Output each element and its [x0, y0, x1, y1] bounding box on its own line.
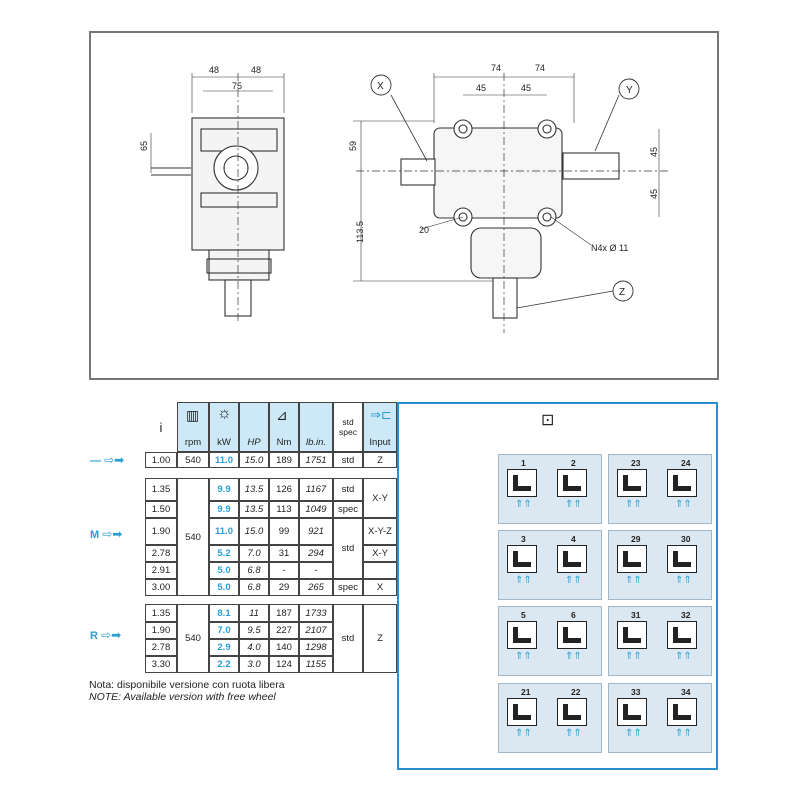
cell-std: spec: [333, 501, 363, 518]
gearbox-config-icon: [617, 621, 647, 649]
header-rpm: ▥ rpm: [177, 402, 209, 452]
shaft-arrow-icon: ⇑⇑: [515, 651, 532, 662]
shaft-arrow-icon: ⇑⇑: [515, 499, 532, 510]
cell-input-empty: [363, 562, 397, 579]
cell-nm: 99: [269, 518, 299, 545]
cell-kw: 2.9: [209, 639, 239, 656]
dim-74-left: 74: [491, 63, 502, 73]
cell-lbin: 265: [299, 579, 333, 596]
config-number: 3: [521, 534, 526, 544]
cell-i: 2.91: [145, 562, 177, 579]
dim-74-right: 74: [535, 63, 546, 73]
shaft-arrow-icon: ⇑⇑: [675, 575, 692, 586]
gearbox-config-icon: [507, 469, 537, 497]
shaft-arrow-icon: ⇑⇑: [565, 575, 582, 586]
technical-drawing: [91, 33, 717, 378]
cell-i: 3.00: [145, 579, 177, 596]
shaft-arrow-icon: ⇑⇑: [515, 575, 532, 586]
cell-lbin: 1049: [299, 501, 333, 518]
cell-i: 1.35: [145, 604, 177, 622]
gearbox-config-icon: [617, 469, 647, 497]
cell-rpm-merged: 540: [177, 478, 209, 596]
callout-x: X: [377, 81, 384, 92]
cell-std: std: [333, 478, 363, 501]
gearbox-config-icon: [667, 469, 697, 497]
shaft-arrow-icon: ⇑⇑: [625, 575, 642, 586]
group-dash-label: — ⇨➡: [90, 453, 125, 467]
cell-kw: 5.2: [209, 545, 239, 562]
cell-hp: 13.5: [239, 478, 269, 501]
gearbox-config-icon: [617, 545, 647, 573]
cell-kw: 5.0: [209, 579, 239, 596]
cell-std: spec: [333, 579, 363, 596]
gearbox-config-icon: [507, 698, 537, 726]
config-number: 32: [681, 610, 691, 620]
cell-nm: -: [269, 562, 299, 579]
cell-i: 3.30: [145, 656, 177, 673]
cell-i: 2.78: [145, 545, 177, 562]
torque-icon: ⊿: [276, 407, 288, 423]
shaft-arrow-icon: ⇑⇑: [625, 728, 642, 739]
config-number: 24: [681, 458, 691, 468]
cell-hp: 13.5: [239, 501, 269, 518]
gearbox-config-icon: [507, 621, 537, 649]
config-box: [498, 454, 602, 524]
cell-hp: 7.0: [239, 545, 269, 562]
group-m-label: M ⇨➡: [90, 527, 123, 541]
config-box: [608, 454, 712, 524]
dim-holes: N4x Ø 11: [591, 243, 629, 253]
config-box: [608, 530, 712, 600]
gearbox-config-icon: [557, 545, 587, 573]
config-box: [498, 606, 602, 676]
cell-lbin: 294: [299, 545, 333, 562]
note-english: NOTE: Available version with free wheel: [89, 691, 276, 703]
cell-rpm: 540: [177, 452, 209, 468]
note-italian: Nota: disponibile versione con ruota libera: [89, 679, 285, 691]
cell-hp: 15.0: [239, 518, 269, 545]
shaft-arrow-icon: ⇑⇑: [675, 728, 692, 739]
arrow-icon: ⇨➡: [104, 453, 125, 467]
shaft-arrow-icon: ⇑⇑: [565, 651, 582, 662]
header-input: ⇒⊏ Input: [363, 402, 397, 452]
cell-i: 1.35: [145, 478, 177, 501]
cell-hp: 6.8: [239, 579, 269, 596]
cell-i: 1.90: [145, 518, 177, 545]
cell-std-merged: std: [333, 518, 363, 579]
config-number: 23: [631, 458, 641, 468]
cell-input: X-Y: [363, 545, 397, 562]
dim-113-5: 113.5: [355, 221, 365, 243]
cell-hp: 11: [239, 604, 269, 622]
technical-drawing-frame: [89, 31, 719, 380]
dim-45-upper: 45: [649, 146, 659, 157]
dim-65: 65: [139, 140, 149, 151]
config-number: 6: [571, 610, 576, 620]
cell-nm: 187: [269, 604, 299, 622]
gearbox-config-icon: [507, 545, 537, 573]
config-number: 22: [571, 687, 581, 697]
dim-45-lower: 45: [649, 188, 659, 199]
cell-nm: 140: [269, 639, 299, 656]
cell-lbin: 1733: [299, 604, 333, 622]
cell-input: Z: [363, 452, 397, 468]
dim-45-left: 45: [476, 83, 487, 93]
cell-kw: 9.9: [209, 501, 239, 518]
cell-input: X-Y: [363, 478, 397, 518]
cell-rpm-merged: 540: [177, 604, 209, 673]
cell-lbin: 921: [299, 518, 333, 545]
gearbox-top-icon: ⊡: [541, 412, 555, 429]
cell-nm: 113: [269, 501, 299, 518]
cell-kw: 2.2: [209, 656, 239, 673]
cell-nm: 124: [269, 656, 299, 673]
cell-i: 2.78: [145, 639, 177, 656]
callout-y: Y: [626, 85, 633, 96]
config-box: [498, 683, 602, 753]
shaft-arrow-icon: ⇑⇑: [625, 499, 642, 510]
callout-z: Z: [619, 287, 626, 298]
cell-kw: 8.1: [209, 604, 239, 622]
config-box: [608, 683, 712, 753]
shaft-arrow-icon: ⇑⇑: [515, 728, 532, 739]
gearbox-config-icon: [617, 698, 647, 726]
side-view: [151, 73, 284, 323]
input-shaft-icon: ⇒⊏: [370, 407, 392, 422]
cell-hp: 4.0: [239, 639, 269, 656]
cell-lbin: -: [299, 562, 333, 579]
cell-input: X: [363, 579, 397, 596]
cell-nm: 126: [269, 478, 299, 501]
cell-std-merged: std: [333, 604, 363, 673]
dim-20: 20: [419, 225, 430, 235]
cell-lbin: 1155: [299, 656, 333, 673]
shaft-arrow-icon: ⇑⇑: [675, 499, 692, 510]
cell-hp: 6.8: [239, 562, 269, 579]
shaft-arrow-icon: ⇑⇑: [565, 499, 582, 510]
cell-kw: 9.9: [209, 478, 239, 501]
dim-45-right: 45: [521, 83, 532, 93]
cell-i: 1.50: [145, 501, 177, 518]
shaft-arrow-icon: ⇑⇑: [565, 728, 582, 739]
sun-icon: ☼: [217, 405, 232, 422]
cell-kw: 7.0: [209, 622, 239, 639]
gearbox-config-icon: [557, 469, 587, 497]
group-r-label: R ⇨➡: [90, 628, 122, 642]
arrow-icon: ⇨➡: [102, 527, 123, 541]
cell-std: std: [333, 452, 363, 468]
cell-hp: 9.5: [239, 622, 269, 639]
header-hp: HP: [239, 402, 269, 452]
dim-59: 59: [348, 140, 358, 151]
header-kw: ☼ kW: [209, 402, 239, 452]
config-number: 4: [571, 534, 576, 544]
config-number: 30: [681, 534, 691, 544]
cell-input-merged: Z: [363, 604, 397, 673]
config-number: 33: [631, 687, 641, 697]
cell-kw: 5.0: [209, 562, 239, 579]
header-std-spec: std spec: [333, 402, 363, 452]
cell-lbin: 1167: [299, 478, 333, 501]
cell-nm: 31: [269, 545, 299, 562]
cell-kw: 11.0: [209, 452, 239, 468]
gearbox-config-icon: [667, 621, 697, 649]
cell-input: X-Y-Z: [363, 518, 397, 545]
shaft-arrow-icon: ⇑⇑: [675, 651, 692, 662]
header-lbin: lb.in.: [299, 402, 333, 452]
config-number: 21: [521, 687, 531, 697]
config-number: 29: [631, 534, 641, 544]
header-i: i: [145, 402, 177, 452]
dim-75: 75: [232, 81, 243, 91]
cell-hp: 15.0: [239, 452, 269, 468]
rpm-icon: ▥: [186, 407, 200, 423]
config-number: 5: [521, 610, 526, 620]
cell-nm: 189: [269, 452, 299, 468]
config-box: [608, 606, 712, 676]
cell-i: 1.00: [145, 452, 177, 468]
cell-lbin: 1751: [299, 452, 333, 468]
cell-hp: 3.0: [239, 656, 269, 673]
gearbox-config-icon: [557, 621, 587, 649]
gearbox-config-icon: [667, 698, 697, 726]
config-number: 34: [681, 687, 691, 697]
config-number: 31: [631, 610, 641, 620]
cell-nm: 29: [269, 579, 299, 596]
cell-i: 1.90: [145, 622, 177, 639]
dim-48-right: 48: [251, 65, 262, 75]
config-number: 2: [571, 458, 576, 468]
gearbox-config-icon: [667, 545, 697, 573]
shaft-arrow-icon: ⇑⇑: [625, 651, 642, 662]
config-box: [498, 530, 602, 600]
dim-48-left: 48: [209, 65, 220, 75]
cell-lbin: 1298: [299, 639, 333, 656]
gearbox-config-icon: [557, 698, 587, 726]
cell-lbin: 2107: [299, 622, 333, 639]
config-number: 1: [521, 458, 526, 468]
cell-nm: 227: [269, 622, 299, 639]
arrow-icon: ⇨➡: [101, 628, 122, 642]
header-nm: ⊿ Nm: [269, 402, 299, 452]
cell-kw: 11.0: [209, 518, 239, 545]
